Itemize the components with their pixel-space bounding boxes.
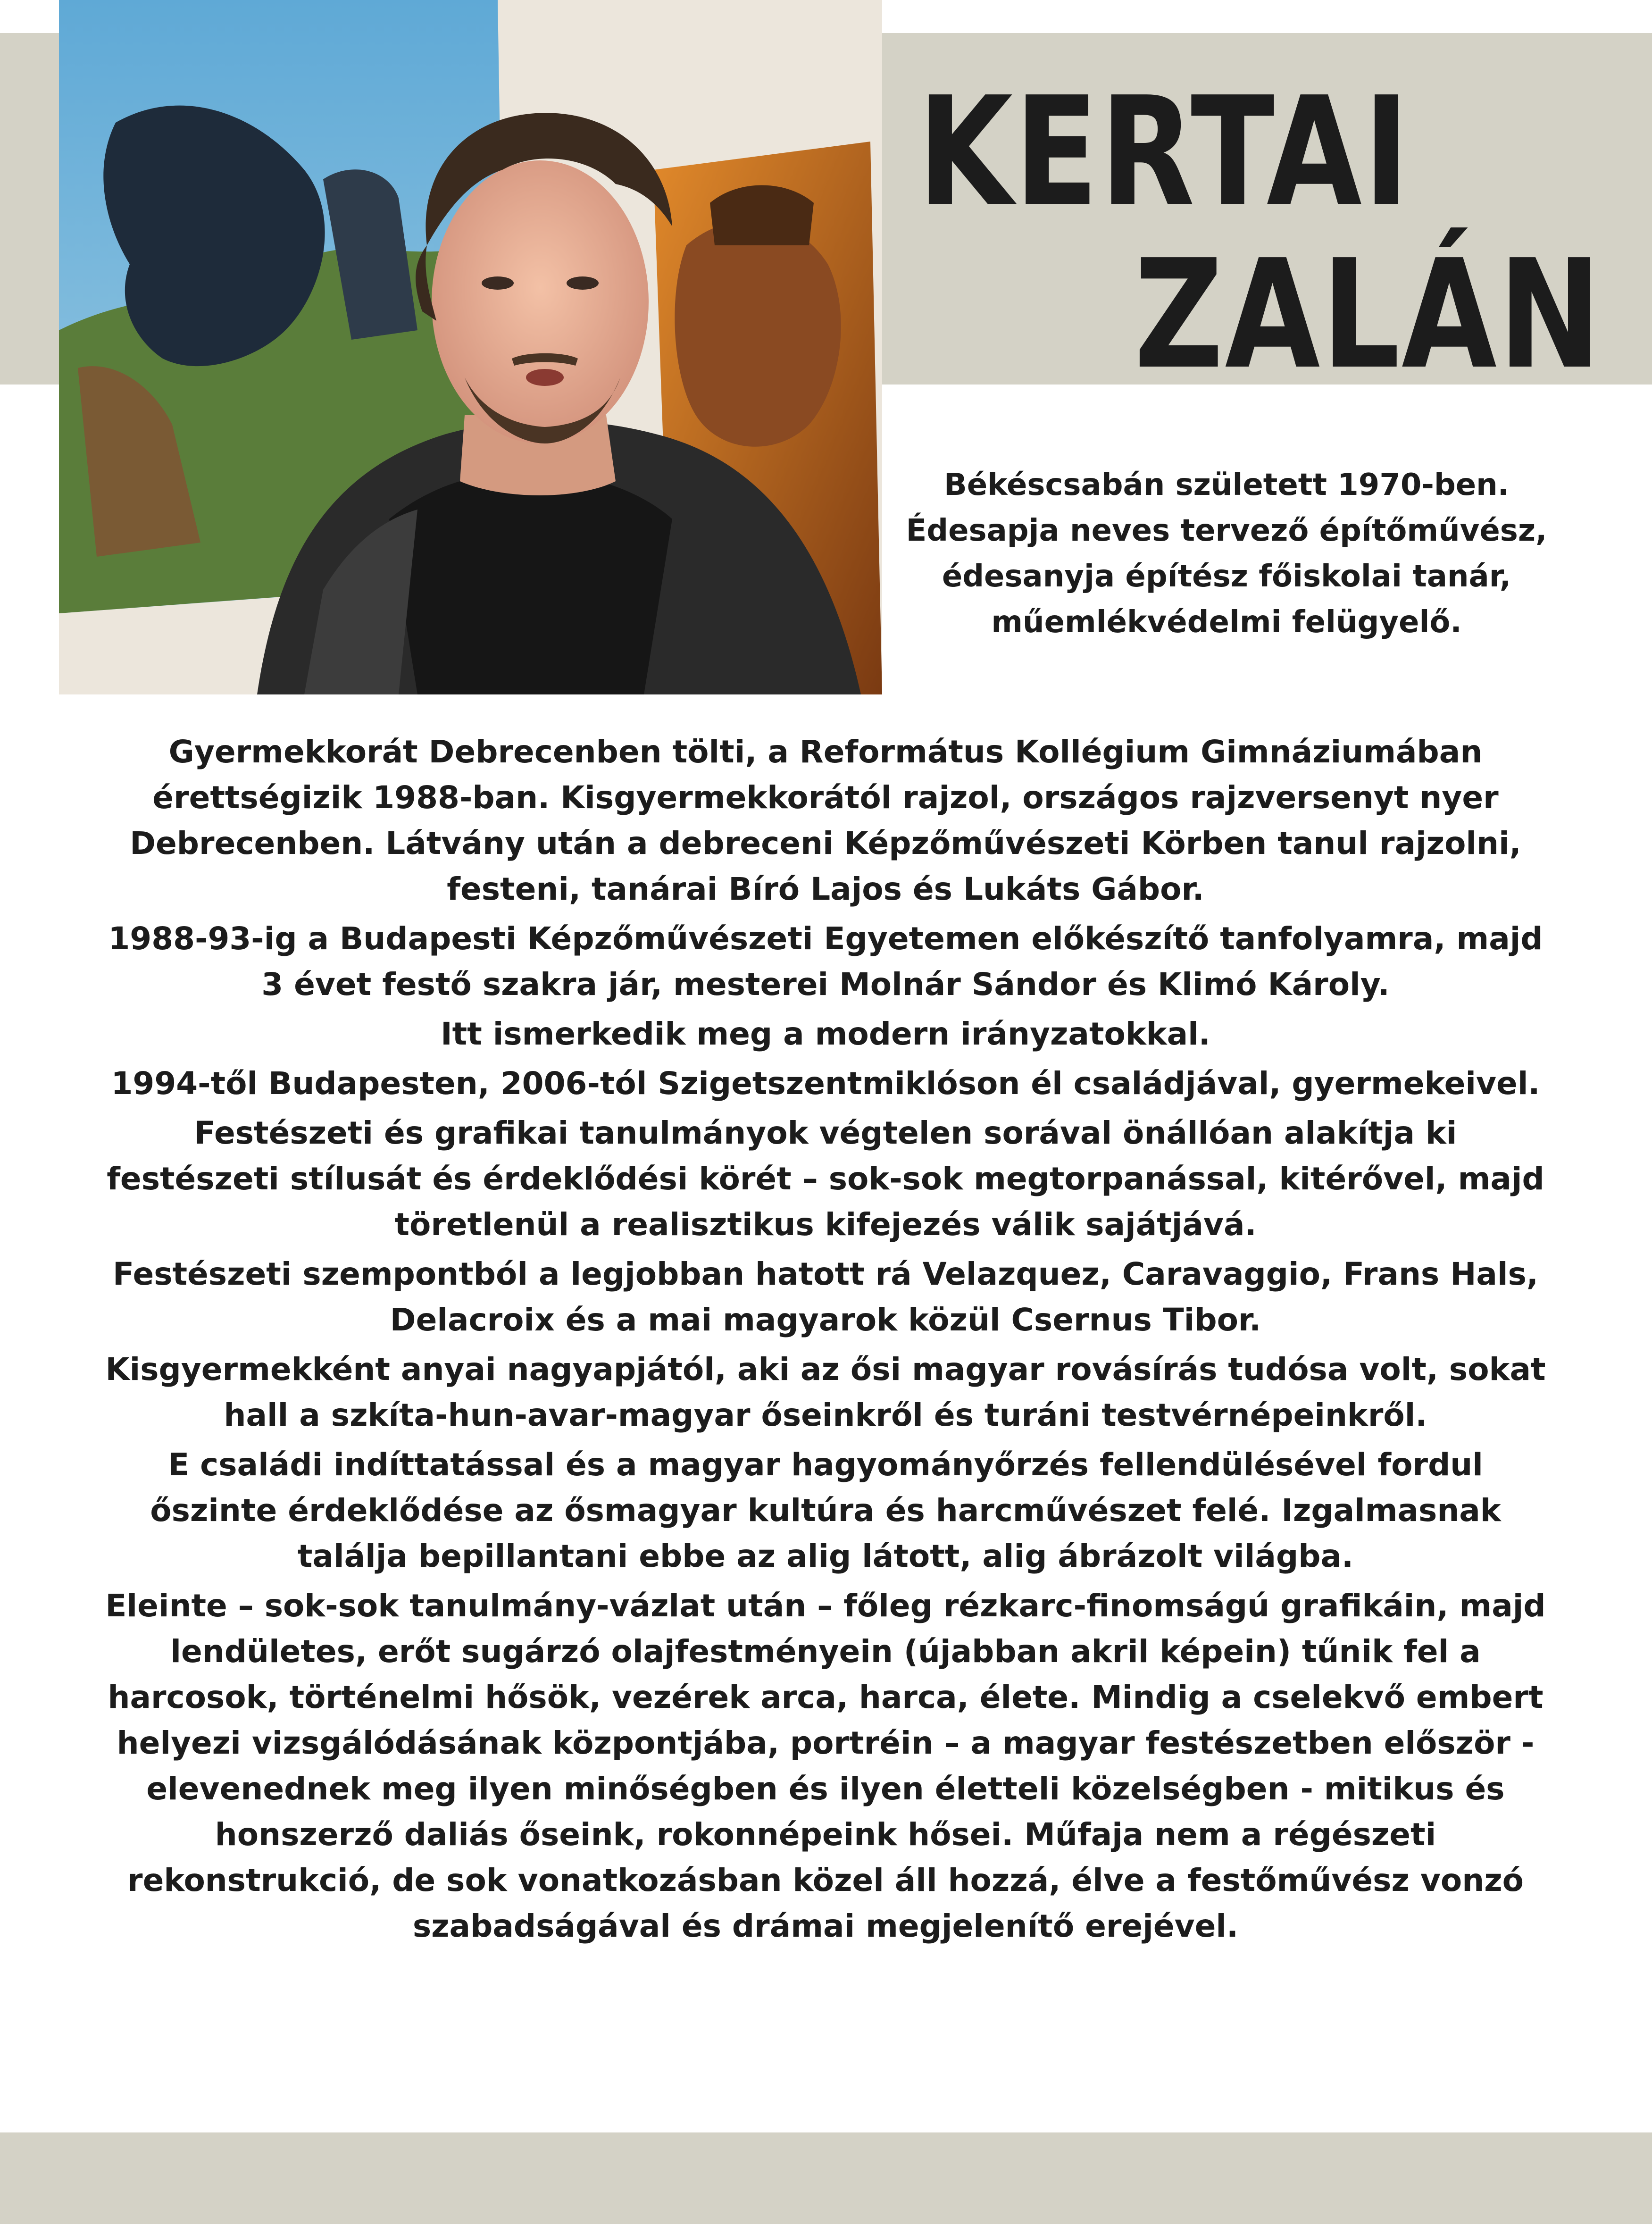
bio-paragraph: Itt ismerkedik meg a modern irányzatokkal.	[441, 1016, 1210, 1052]
bio-paragraph: 1994-től Budapesten, 2006-tól Szigetszentmiklóson él családjával, gyermekeivel.	[111, 1065, 1540, 1102]
bio-paragraph: E családi indíttatással és a magyar hagyományőrzés fellendülésével fordul őszinte érdeklődése az ősmagyar kultúra és harcművészet felé. Izgalmasnak találja bepillantani ebbe az alig látott, alig ábrázolt világba.	[150, 1446, 1501, 1574]
bio-paragraph: Gyermekkorát Debrecenben tölti, a Református Kollégium Gimnáziumában érettségizik 1988-ban. Kisgyermekkorától rajzol, országos rajzversenyt nyer Debrecenben. Látvány után a debreceni Képzőművészeti Körben tanul rajzolni, festeni, tanárai Bíró Lajos és Lukáts Gábor.	[130, 734, 1521, 907]
bio-paragraph: Kisgyermekként anyai nagyapjától, aki az ősi magyar rovásírás tudósa volt, sokat hall a szkíta-hun-avar-magyar őseinkről és turáni testvérnépeinkről.	[105, 1351, 1546, 1433]
name-first-line: KERTAI	[918, 65, 1411, 239]
artist-name-heading	[918, 65, 1603, 402]
biography-text	[104, 729, 1547, 1953]
portrait-illustration	[59, 0, 882, 694]
bottom-band	[0, 2132, 1652, 2224]
bio-paragraph: Festészeti és grafikai tanulmányok végtelen sorával önállóan alakítja ki festészeti stílusát és érdeklődési körét – sok-sok megtorpanással, kitérővel, majd töretlenül a realisztikus kifejezés válik sajátjává.	[107, 1115, 1544, 1243]
bio-paragraph: Eleinte – sok-sok tanulmány-vázlat után – főleg rézkarc-finomságú grafikáin, majd lendületes, erőt sugárzó olajfestményein (újabban akril képein) tűnik fel a harcosok, történelmi hősök, vezérek arca, harca, élete. Mindig a cselekvő embert helyezi vizsgálódásának központjába, portréin – a magyar festészetben először - elevenednek meg ilyen minőségben és ilyen életteli közelségben - mitikus és honszerző daliás őseink, rokonnépeink hősei. Műfaja nem a régészeti rekonstrukció, de sok vonatkozásban közel áll hozzá, élve a festőművész vonzó szabadságával és drámai megjelenítő erejével.	[105, 1588, 1546, 1944]
name-second-line: ZALÁN	[1134, 227, 1603, 402]
bio-paragraph: 1988-93-ig a Budapesti Képzőművészeti Egyetemen előkészítő tanfolyamra, majd 3 évet festő szakra jár, mesterei Molnár Sándor és Klimó Károly.	[108, 920, 1543, 1003]
artist-portrait-photo	[59, 0, 882, 694]
bio-paragraph: Festészeti szempontból a legjobban hatott rá Velazquez, Caravaggio, Frans Hals, Delacroix és a mai magyarok közül Csernus Tibor.	[113, 1256, 1538, 1338]
intro-paragraph: Békéscsabán született 1970-ben. Édesapja neves tervező építőművész, édesanyja építész főiskolai tanár, műemlékvédelmi felügyelő.	[906, 468, 1547, 640]
